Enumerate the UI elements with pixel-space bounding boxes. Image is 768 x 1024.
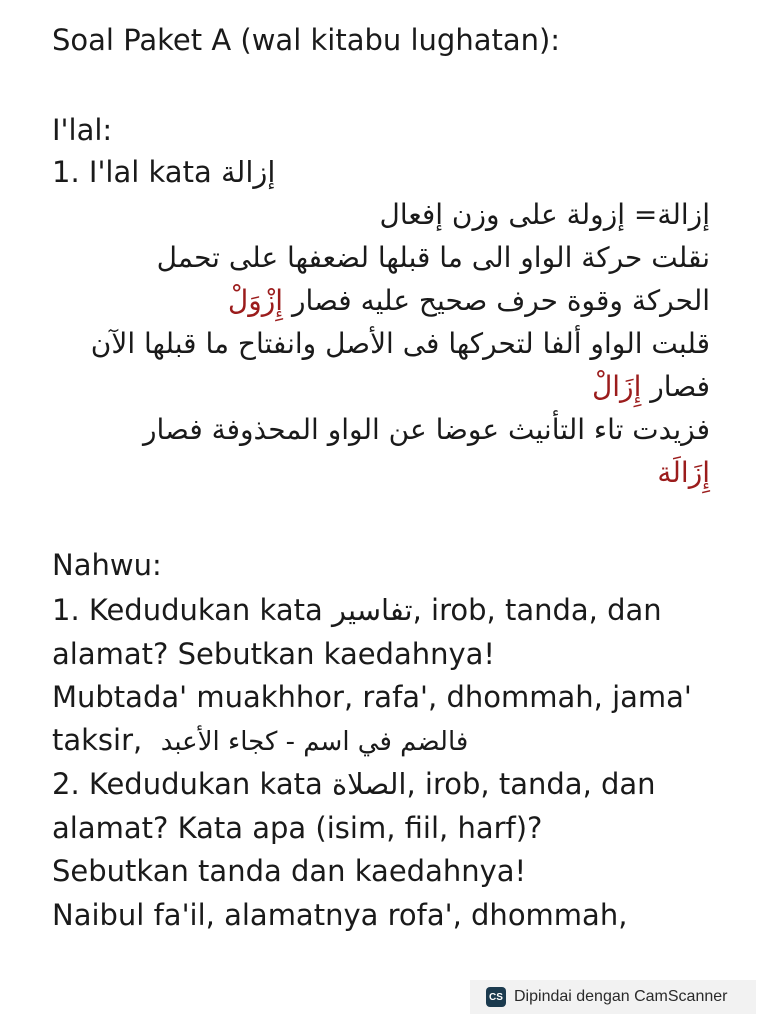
nahwu-question-1-line-2: alamat? Sebutkan kaedahnya! (52, 637, 496, 671)
nahwu-answer-1-line-1: Mubtada' muakhhor, rafa', dhommah, jama' (52, 680, 692, 714)
nahwu-question-2 (52, 764, 656, 804)
ilal-line-1: إزالة= إزولة على وزن إفعال (379, 198, 710, 231)
nahwu-q1-prefix: 1. Kedudukan kata (52, 593, 332, 627)
ilal-line-5 (592, 367, 710, 407)
ilal-q1-prefix: 1. I'lal kata (52, 155, 221, 189)
ilal-question-1 (52, 152, 275, 192)
camscanner-logo-icon: CS (486, 987, 506, 1007)
nahwu-question-2-line-2: alamat? Kata apa (isim, fiil, harf)? (52, 811, 543, 845)
nahwu-q2-arabic-word: الصلاة (331, 767, 407, 801)
ilal-line-6: فزيدت تاء التأنيث عوضا عن الواو المحذوفة فصار (143, 413, 710, 446)
nahwu-question-1 (52, 590, 662, 630)
nahwu-q1-suffix: , irob, tanda, dan (412, 593, 662, 627)
ilal-line-3 (228, 281, 710, 321)
ilal-q1-arabic-word: إزالة (220, 155, 276, 189)
nahwu-a1-prefix: taksir, (52, 723, 143, 757)
nahwu-a1-arabic: فالضم في اسم - كجاء الأعبد (160, 727, 469, 757)
ilal-line-5-text: فصار (650, 370, 710, 403)
ilal-line-4: قلبت الواو ألفا لتحركها فى الأصل وانفتاح ما قبلها الآن (90, 327, 710, 360)
nahwu-q2-prefix: 2. Kedudukan kata (52, 767, 332, 801)
nahwu-answer-2-line-1: Naibul fa'il, alamatnya rofa', dhommah, (52, 898, 628, 932)
nahwu-q2-suffix: , irob, tanda, dan (406, 767, 656, 801)
ilal-line-2: نقلت حركة الواو الى ما قبلها لضعفها على تحمل (156, 241, 710, 274)
nahwu-q1-arabic-word: تفاسير (331, 593, 413, 627)
nahwu-heading: Nahwu: (52, 548, 162, 582)
nahwu-answer-1-line-2 (52, 720, 468, 762)
ilal-red-word-2: إِزَالْ (591, 370, 642, 403)
ilal-heading: I'lal: (52, 113, 113, 147)
ilal-red-word-3: إِزَالَة (657, 456, 710, 489)
ilal-line-7 (657, 453, 710, 493)
nahwu-question-2-line-3: Sebutkan tanda dan kaedahnya! (52, 854, 527, 888)
camscanner-watermark (470, 980, 756, 1014)
ilal-line-3-text: الحركة وقوة حرف صحيح عليه فصار (291, 284, 710, 317)
camscanner-watermark-text: Dipindai dengan CamScanner (514, 988, 728, 1005)
ilal-red-word-1: إِزْوَلْ (227, 284, 284, 317)
page-title: Soal Paket A (wal kitabu lughatan): (52, 23, 561, 57)
